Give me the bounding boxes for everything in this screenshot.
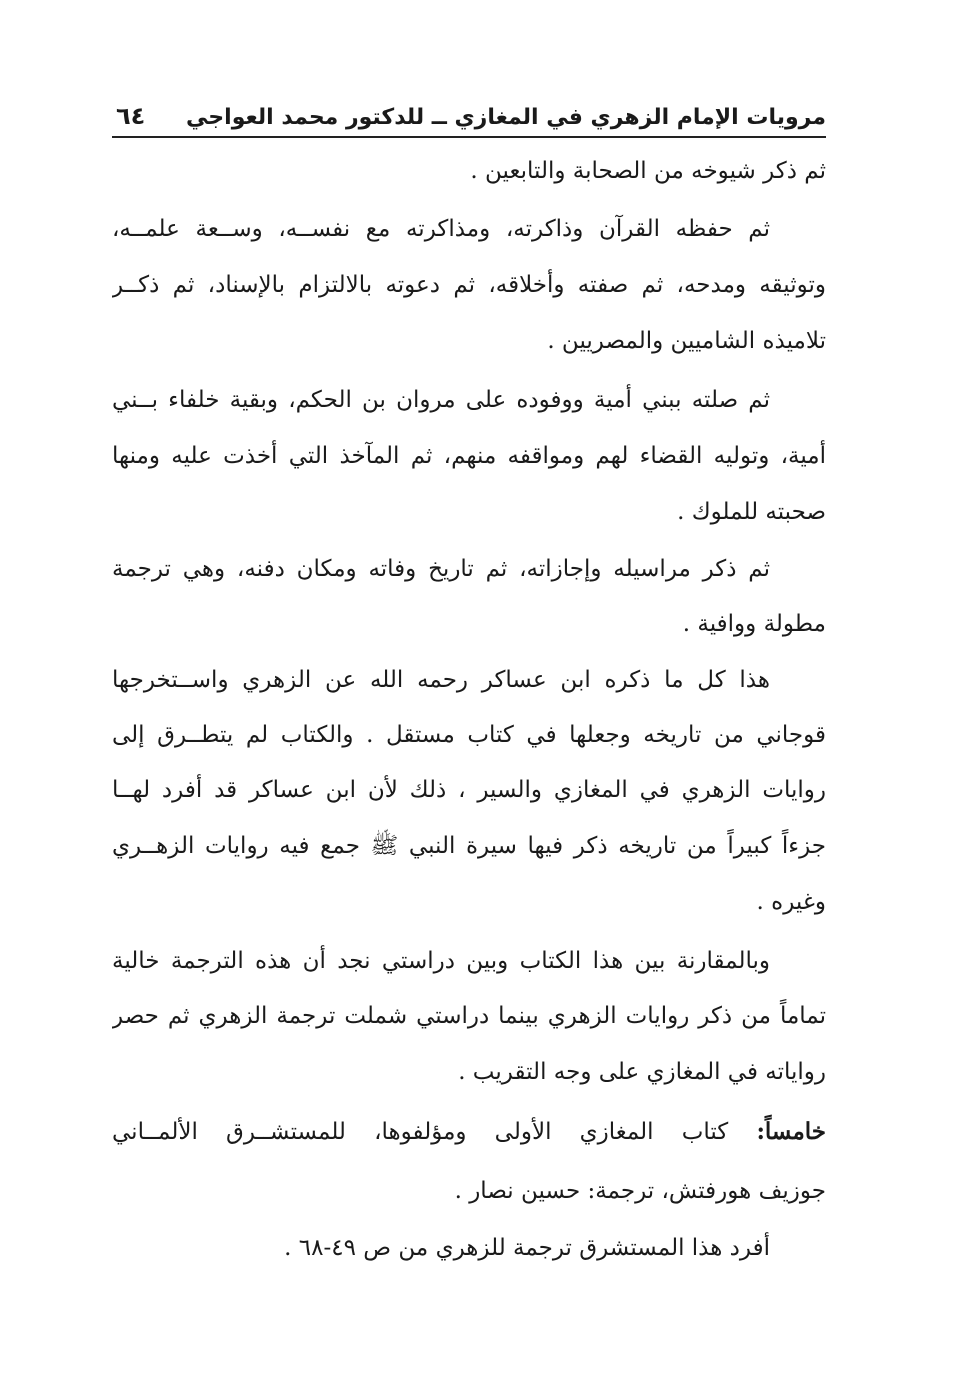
text-line: ثم ذكر شيوخه من الصحابة والتابعين . bbox=[470, 158, 826, 184]
text-line: جوزيف هورفتش، ترجمة: حسين نصار . bbox=[454, 1178, 826, 1204]
text-line: وتوثيقه ومدحه، ثم صفته وأخلاقه، ثم دعوته بالالتزام بالإسناد، ثم ذكــر bbox=[112, 272, 826, 298]
text-line: ثم ذكر مراسيله وإجازاته، ثم تاريخ وفاته ومكان دفنه، وهي ترجمة bbox=[112, 556, 770, 582]
text-line: رواياته في المغازي على وجه التقريب . bbox=[458, 1059, 826, 1085]
section-lead: خامساً: bbox=[756, 1118, 826, 1145]
text-line: مطولة ووافية . bbox=[682, 611, 826, 637]
text-line: ثم صلته ببني أمية ووفوده على مروان بن الحكم، وبقية خلفاء بــني bbox=[112, 387, 770, 413]
header-title: مرويات الإمام الزهري في المغازي ــ للدكتور محمد العواجي bbox=[186, 105, 826, 130]
text-line: تماماً من ذكر روايات الزهري بينما دراستي شملت ترجمة الزهري ثم حصر bbox=[112, 1003, 826, 1029]
text-line: أفرد هذا المستشرق ترجمة للزهري من ص ٤٩-٦٨ . bbox=[284, 1235, 770, 1261]
text-line: وغيره . bbox=[756, 889, 826, 915]
text-line: جزءاً كبيراً من تاريخه ذكر فيها سيرة النبي ﷺ جمع فيه روايات الزهــري bbox=[112, 833, 826, 859]
running-header bbox=[112, 96, 826, 138]
text-line: ثم حفظه القرآن وذاكرته، ومذاكرته مع نفســه، وســعة علمــه، bbox=[112, 216, 770, 242]
text-line: صحبته للملوك . bbox=[677, 499, 826, 525]
text-line: هذا كل ما ذكره ابن عساكر رحمه الله عن الزهري واســتخرجها bbox=[112, 667, 770, 693]
text-line: تلاميذه الشاميين والمصريين . bbox=[547, 328, 826, 354]
page-number: ٦٤ bbox=[116, 102, 146, 130]
section-lead-text: كتاب المغازي الأولى ومؤلفوها، للمستشــرق الألمــاني bbox=[112, 1119, 729, 1145]
text-line: وبالمقارنة بين هذا الكتاب وبين دراستي نجد أن هذه الترجمة خالية bbox=[112, 948, 770, 974]
text-line: قوجاني من تاريخه وجعلها في كتاب مستقل . والكتاب لم يتطــرق إلى bbox=[112, 722, 826, 748]
text-line: أمية، وتوليه القضاء لهم ومواقفه منهم، ثم المآخذ التي أخذت عليه ومنها bbox=[112, 443, 826, 469]
text-line bbox=[112, 1112, 826, 1152]
text-line: روايات الزهري في المغازي والسير ، ذلك لأن ابن عساكر قد أفرد لهــا bbox=[112, 777, 826, 803]
